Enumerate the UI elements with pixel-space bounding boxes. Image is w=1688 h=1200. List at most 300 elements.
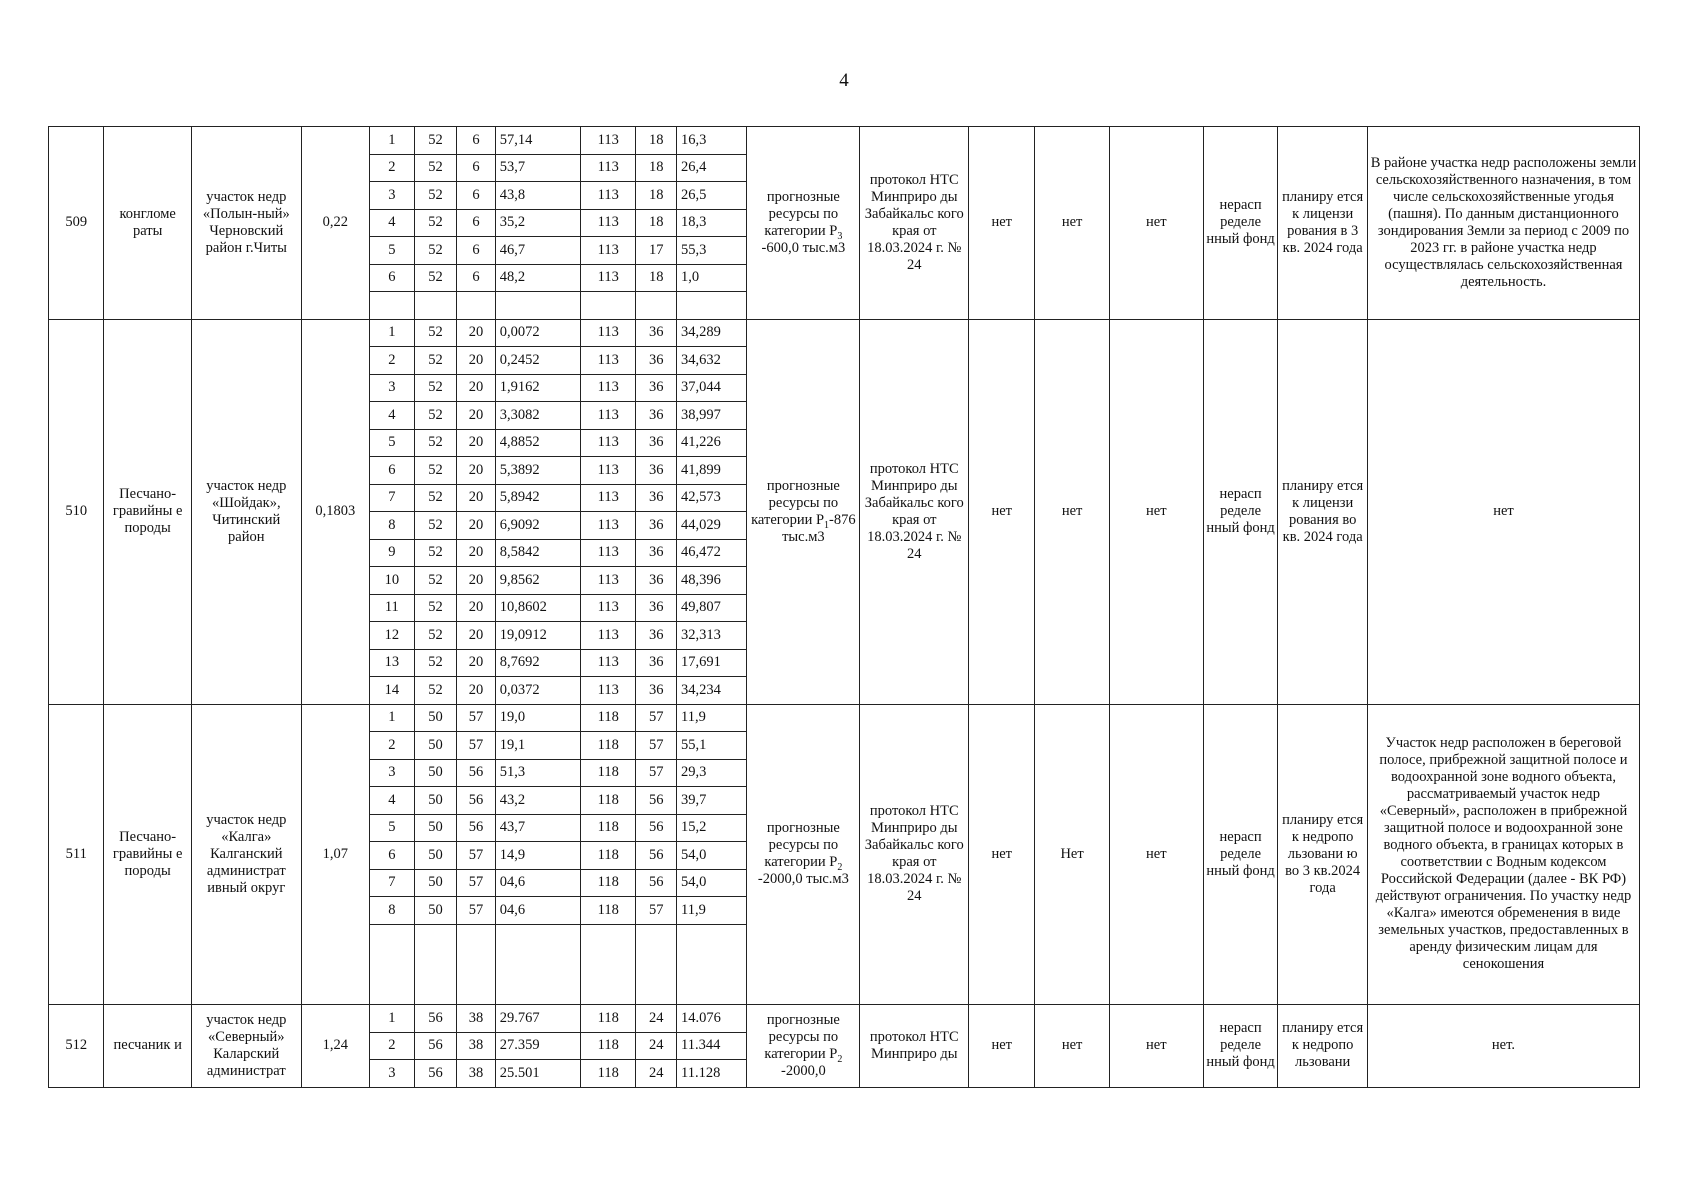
coord-n: 14	[369, 677, 414, 705]
coord-empty	[414, 951, 457, 978]
coord-lon-d: 113	[581, 374, 636, 402]
coord-n: 3	[369, 759, 414, 787]
coord-lon-s: 34,289	[676, 319, 746, 347]
coord-lon-m: 24	[636, 1005, 677, 1033]
coord-lat-d: 52	[414, 594, 457, 622]
coord-lat-m: 20	[457, 457, 495, 485]
coord-lat-d: 52	[414, 429, 457, 457]
notes: нет.	[1367, 1005, 1639, 1088]
coord-lat-s: 4,8852	[495, 429, 580, 457]
coord-n: 5	[369, 814, 414, 842]
restriction-3: нет	[1109, 1005, 1203, 1088]
coord-n: 2	[369, 732, 414, 760]
coord-empty	[581, 978, 636, 1005]
coord-lon-s: 48,396	[676, 567, 746, 595]
coord-lat-d: 50	[414, 897, 457, 925]
record-number: 511	[49, 704, 104, 1005]
coord-lon-s: 17,691	[676, 649, 746, 677]
coord-lon-d: 118	[581, 759, 636, 787]
coord-lat-s: 8,5842	[495, 539, 580, 567]
coord-lat-d: 52	[414, 127, 457, 155]
notes: нет	[1367, 319, 1639, 704]
coord-lon-s: 11,9	[676, 897, 746, 925]
coord-lon-d: 118	[581, 814, 636, 842]
site-area: 1,24	[301, 1005, 369, 1088]
site-name: участок недр «Шойдак», Читинский район	[191, 319, 301, 704]
coord-lon-m: 56	[636, 814, 677, 842]
resources-category-sub: 3	[837, 230, 843, 242]
coord-lat-d: 50	[414, 787, 457, 815]
resources-text: прогнозные ресурсы по категории P	[751, 477, 840, 528]
coord-n: 7	[369, 869, 414, 897]
coord-n: 1	[369, 127, 414, 155]
coord-lon-d: 113	[581, 567, 636, 595]
coord-lon-d: 118	[581, 869, 636, 897]
coord-empty	[636, 978, 677, 1005]
coord-empty	[369, 978, 414, 1005]
resources-text: прогнозные ресурсы по категории P	[764, 820, 840, 871]
coord-lon-d: 113	[581, 319, 636, 347]
coord-n: 4	[369, 209, 414, 237]
record-number: 510	[49, 319, 104, 704]
resources-amount: -876 тыс.м3	[782, 511, 856, 545]
coord-n: 4	[369, 787, 414, 815]
coord-lon-s: 46,472	[676, 539, 746, 567]
coord-lon-m: 36	[636, 677, 677, 705]
coord-lat-s: 19,0	[495, 704, 580, 732]
coord-empty	[495, 292, 580, 320]
coord-lat-s: 14,9	[495, 842, 580, 870]
coord-lat-m: 20	[457, 594, 495, 622]
coord-lon-d: 113	[581, 182, 636, 210]
coord-lon-m: 36	[636, 429, 677, 457]
coord-n: 13	[369, 649, 414, 677]
resources-forecast	[747, 1005, 860, 1088]
coord-lat-s: 43,8	[495, 182, 580, 210]
coord-empty	[581, 292, 636, 320]
coord-lon-s: 54,0	[676, 869, 746, 897]
coord-lat-s: 04,6	[495, 869, 580, 897]
coord-lon-m: 36	[636, 457, 677, 485]
coord-lat-d: 50	[414, 759, 457, 787]
table-row	[49, 704, 1640, 732]
coord-lat-s: 0,2452	[495, 347, 580, 375]
coord-n: 5	[369, 237, 414, 265]
coord-lon-m: 36	[636, 622, 677, 650]
coord-lat-s: 04,6	[495, 897, 580, 925]
coord-lon-d: 118	[581, 704, 636, 732]
licensing-plan: планиру ется к недропо льзовани	[1278, 1005, 1368, 1088]
coord-lat-s: 3,3082	[495, 402, 580, 430]
mineral-type: конгломе раты	[104, 127, 191, 320]
coord-n: 2	[369, 1032, 414, 1060]
restriction-2: Нет	[1035, 704, 1110, 1005]
site-name: участок недр «Северный» Каларский администрат	[191, 1005, 301, 1088]
coord-lon-m: 24	[636, 1032, 677, 1060]
coord-n: 11	[369, 594, 414, 622]
coord-lat-d: 52	[414, 402, 457, 430]
table-row	[49, 1005, 1640, 1033]
coord-empty	[414, 924, 457, 951]
coord-lat-m: 20	[457, 649, 495, 677]
fund-status: нерасп ределе нный фонд	[1203, 1005, 1278, 1088]
coord-lon-s: 11.128	[676, 1060, 746, 1088]
coord-lat-s: 43,2	[495, 787, 580, 815]
site-name: участок недр «Калга» Калганский администрат ивный округ	[191, 704, 301, 1005]
coord-lon-s: 11.344	[676, 1032, 746, 1060]
coord-lon-s: 15,2	[676, 814, 746, 842]
coord-lon-m: 57	[636, 897, 677, 925]
coord-lat-m: 57	[457, 842, 495, 870]
coord-lon-m: 57	[636, 732, 677, 760]
coord-lon-m: 56	[636, 869, 677, 897]
resources-text: прогнозные ресурсы по категории P	[764, 1011, 840, 1062]
coord-lat-d: 52	[414, 567, 457, 595]
coord-lon-s: 1,0	[676, 264, 746, 292]
coord-n: 3	[369, 1060, 414, 1088]
mineral-type: Песчано-гравийны е породы	[104, 704, 191, 1005]
coord-lat-d: 52	[414, 347, 457, 375]
coord-lon-s: 11,9	[676, 704, 746, 732]
resources-forecast	[747, 704, 860, 1005]
resources-category-sub: 2	[837, 862, 843, 874]
site-area: 0,22	[301, 127, 369, 320]
licensing-plan: планиру ется к лицензи рования во кв. 2024 года	[1278, 319, 1368, 704]
coord-empty	[676, 292, 746, 320]
licensing-plan: планиру ется к недропо льзовани ю во 3 кв.2024 года	[1278, 704, 1368, 1005]
coord-lat-d: 52	[414, 649, 457, 677]
resources-category-sub: 1	[824, 519, 830, 531]
coord-lon-d: 113	[581, 484, 636, 512]
coord-lon-s: 42,573	[676, 484, 746, 512]
coord-lon-d: 118	[581, 732, 636, 760]
coord-lat-s: 48,2	[495, 264, 580, 292]
coord-lat-s: 51,3	[495, 759, 580, 787]
coord-lat-s: 53,7	[495, 154, 580, 182]
coord-lon-d: 118	[581, 787, 636, 815]
restriction-2: нет	[1035, 319, 1110, 704]
restriction-1: нет	[969, 704, 1035, 1005]
coord-lon-m: 36	[636, 484, 677, 512]
coord-n: 6	[369, 842, 414, 870]
coord-lon-d: 113	[581, 264, 636, 292]
coord-lat-s: 10,8602	[495, 594, 580, 622]
coord-n: 6	[369, 457, 414, 485]
coord-lat-m: 56	[457, 814, 495, 842]
coord-lat-m: 20	[457, 374, 495, 402]
coord-lon-s: 38,997	[676, 402, 746, 430]
coord-lat-d: 52	[414, 374, 457, 402]
coord-lon-m: 17	[636, 237, 677, 265]
coord-empty	[414, 292, 457, 320]
table-row	[49, 319, 1640, 347]
coord-lat-s: 1,9162	[495, 374, 580, 402]
resources-text: прогнозные ресурсы по категории P	[764, 188, 840, 239]
site-name: участок недр «Полын-ный» Черновский район г.Читы	[191, 127, 301, 320]
table-row	[49, 127, 1640, 155]
coord-lon-d: 118	[581, 1005, 636, 1033]
coord-lat-m: 56	[457, 759, 495, 787]
fund-status: нерасп ределе нный фонд	[1203, 127, 1278, 320]
restriction-3: нет	[1109, 127, 1203, 320]
restriction-2: нет	[1035, 1005, 1110, 1088]
coord-lon-d: 113	[581, 347, 636, 375]
coord-empty	[636, 924, 677, 951]
coord-lat-s: 19,0912	[495, 622, 580, 650]
coord-lon-m: 57	[636, 704, 677, 732]
coord-n: 2	[369, 154, 414, 182]
coord-lon-m: 36	[636, 319, 677, 347]
coord-lat-m: 20	[457, 319, 495, 347]
coord-lon-m: 36	[636, 402, 677, 430]
coord-lon-m: 36	[636, 567, 677, 595]
coord-lat-m: 6	[457, 182, 495, 210]
coord-lon-d: 113	[581, 622, 636, 650]
coord-lon-s: 32,313	[676, 622, 746, 650]
coord-lat-m: 20	[457, 512, 495, 540]
coord-lat-d: 52	[414, 319, 457, 347]
coord-lon-d: 113	[581, 237, 636, 265]
coord-n: 2	[369, 347, 414, 375]
coord-lat-m: 20	[457, 429, 495, 457]
resources-category-sub: 2	[837, 1053, 843, 1065]
restriction-1: нет	[969, 1005, 1035, 1088]
subsoil-register-table	[48, 126, 1640, 1088]
coord-empty	[457, 951, 495, 978]
restriction-3: нет	[1109, 319, 1203, 704]
coord-lon-d: 113	[581, 209, 636, 237]
coord-empty	[414, 978, 457, 1005]
coord-lon-m: 56	[636, 787, 677, 815]
coord-lon-d: 113	[581, 539, 636, 567]
coord-lon-d: 113	[581, 677, 636, 705]
coord-empty	[636, 292, 677, 320]
coord-empty	[495, 978, 580, 1005]
coord-lat-d: 52	[414, 539, 457, 567]
fund-status: нерасп ределе нный фонд	[1203, 704, 1278, 1005]
coord-lat-m: 38	[457, 1005, 495, 1033]
coord-lat-d: 52	[414, 457, 457, 485]
coord-empty	[581, 924, 636, 951]
coord-n: 7	[369, 484, 414, 512]
restriction-1: нет	[969, 127, 1035, 320]
coord-n: 8	[369, 512, 414, 540]
coord-lat-d: 56	[414, 1032, 457, 1060]
coord-n: 10	[369, 567, 414, 595]
coord-lat-d: 56	[414, 1060, 457, 1088]
coord-empty	[495, 951, 580, 978]
coord-lat-s: 19,1	[495, 732, 580, 760]
coord-empty	[369, 292, 414, 320]
coord-n: 1	[369, 1005, 414, 1033]
page-number: 4	[839, 70, 849, 91]
protocol-reference: протокол НТС Минприро ды Забайкальс кого края от 18.03.2024 г. № 24	[860, 127, 969, 320]
coord-lat-s: 46,7	[495, 237, 580, 265]
coord-empty	[676, 978, 746, 1005]
coord-lon-d: 113	[581, 457, 636, 485]
coord-lon-d: 113	[581, 429, 636, 457]
coord-lat-s: 35,2	[495, 209, 580, 237]
coord-lon-d: 113	[581, 154, 636, 182]
coord-lat-m: 6	[457, 154, 495, 182]
site-area: 1,07	[301, 704, 369, 1005]
coord-lat-m: 57	[457, 869, 495, 897]
site-area: 0,1803	[301, 319, 369, 704]
coord-lon-s: 41,226	[676, 429, 746, 457]
coord-lat-d: 50	[414, 732, 457, 760]
coord-n: 3	[369, 374, 414, 402]
coord-lon-s: 37,044	[676, 374, 746, 402]
coord-lat-m: 57	[457, 732, 495, 760]
coord-lat-d: 52	[414, 154, 457, 182]
coord-lat-d: 52	[414, 622, 457, 650]
coord-lon-s: 54,0	[676, 842, 746, 870]
restriction-1: нет	[969, 319, 1035, 704]
coord-lon-d: 113	[581, 402, 636, 430]
coord-lon-d: 118	[581, 1032, 636, 1060]
licensing-plan: планиру ется к лицензи рования в 3 кв. 2024 года	[1278, 127, 1368, 320]
coord-lon-d: 113	[581, 127, 636, 155]
coord-n: 8	[369, 897, 414, 925]
coord-lon-s: 26,4	[676, 154, 746, 182]
coord-lon-s: 18,3	[676, 209, 746, 237]
coord-lat-s: 6,9092	[495, 512, 580, 540]
coord-lon-s: 14.076	[676, 1005, 746, 1033]
coord-lon-m: 18	[636, 154, 677, 182]
coord-lon-m: 57	[636, 759, 677, 787]
coord-lat-m: 38	[457, 1060, 495, 1088]
coord-lon-s: 26,5	[676, 182, 746, 210]
mineral-type: песчаник и	[104, 1005, 191, 1088]
coord-lon-m: 36	[636, 347, 677, 375]
coord-n: 1	[369, 319, 414, 347]
coord-lon-d: 113	[581, 649, 636, 677]
coord-lon-m: 36	[636, 539, 677, 567]
coord-lon-s: 39,7	[676, 787, 746, 815]
coord-lon-s: 29,3	[676, 759, 746, 787]
coord-lon-s: 34,234	[676, 677, 746, 705]
resources-amount: -2000,0 тыс.м3	[757, 871, 849, 888]
coord-n: 9	[369, 539, 414, 567]
coord-lat-d: 50	[414, 842, 457, 870]
coord-lon-m: 36	[636, 594, 677, 622]
coord-lat-m: 20	[457, 539, 495, 567]
coord-lat-s: 43,7	[495, 814, 580, 842]
coord-lat-d: 52	[414, 264, 457, 292]
coord-n: 4	[369, 402, 414, 430]
coord-empty	[457, 978, 495, 1005]
coord-lat-d: 50	[414, 869, 457, 897]
coord-lat-d: 50	[414, 814, 457, 842]
coord-lon-d: 113	[581, 594, 636, 622]
coord-empty	[495, 924, 580, 951]
coord-lat-m: 6	[457, 209, 495, 237]
notes: Участок недр расположен в береговой полосе, прибрежной защитной полосе и водоохранной зоне водного объекта, рассматриваемый участок недр «Северный», расположен в прибрежной защитной полосе и водоохранной зоне водного объекта, в границах которых в соответствии с Водным кодексом Российской Федерации (далее - ВК РФ) действуют ограничения. По участку недр «Калга» имеются обременения в виде земельных участков, предоставленных в аренду физическим лицам для сенокошения	[1367, 704, 1639, 1005]
resources-forecast	[747, 127, 860, 320]
mineral-type: Песчано-гравийны е породы	[104, 319, 191, 704]
coord-empty	[369, 951, 414, 978]
coord-lat-d: 56	[414, 1005, 457, 1033]
notes: В районе участка недр расположены земли сельскохозяйственного назначения, в том числе сельскохозяйственные угодья (пашня). По данным дистанционного зондирования Земли за период с 2009 по 2023 гг. в районе участка недр осуществлялась сельскохозяйственная деятельность.	[1367, 127, 1639, 320]
coord-lon-m: 18	[636, 127, 677, 155]
coord-lat-m: 57	[457, 704, 495, 732]
coord-lat-d: 52	[414, 209, 457, 237]
coord-lat-m: 20	[457, 567, 495, 595]
coord-lat-m: 56	[457, 787, 495, 815]
coord-lat-m: 6	[457, 127, 495, 155]
coord-lat-m: 6	[457, 237, 495, 265]
coord-empty	[457, 924, 495, 951]
coord-lon-m: 18	[636, 209, 677, 237]
coord-empty	[369, 924, 414, 951]
coord-lon-s: 55,1	[676, 732, 746, 760]
coord-lon-d: 118	[581, 897, 636, 925]
coord-lon-d: 118	[581, 1060, 636, 1088]
coord-lat-d: 52	[414, 484, 457, 512]
coord-lat-d: 52	[414, 512, 457, 540]
coord-lat-d: 52	[414, 237, 457, 265]
coord-lon-m: 18	[636, 264, 677, 292]
coord-lon-s: 34,632	[676, 347, 746, 375]
coord-lat-s: 57,14	[495, 127, 580, 155]
coord-lat-d: 52	[414, 677, 457, 705]
coord-lat-m: 20	[457, 622, 495, 650]
coord-lon-m: 18	[636, 182, 677, 210]
restriction-3: нет	[1109, 704, 1203, 1005]
coord-lat-m: 6	[457, 264, 495, 292]
coord-lat-m: 20	[457, 402, 495, 430]
resources-amount: -2000,0	[781, 1062, 826, 1079]
coord-lat-s: 0,0372	[495, 677, 580, 705]
coord-lat-s: 29.767	[495, 1005, 580, 1033]
resources-amount: -600,0 тыс.м3	[761, 239, 846, 256]
coord-lon-m: 36	[636, 649, 677, 677]
restriction-2: нет	[1035, 127, 1110, 320]
coord-lat-m: 38	[457, 1032, 495, 1060]
coord-lon-d: 113	[581, 512, 636, 540]
protocol-reference: протокол НТС Минприро ды Забайкальс кого края от 18.03.2024 г. № 24	[860, 704, 969, 1005]
coord-lon-s: 55,3	[676, 237, 746, 265]
coord-lon-m: 56	[636, 842, 677, 870]
coord-lat-d: 52	[414, 182, 457, 210]
resources-forecast	[747, 319, 860, 704]
coord-lat-m: 20	[457, 347, 495, 375]
coord-empty	[636, 951, 677, 978]
protocol-reference: протокол НТС Минприро ды Забайкальс кого края от 18.03.2024 г. № 24	[860, 319, 969, 704]
coord-lat-s: 5,3892	[495, 457, 580, 485]
coord-n: 12	[369, 622, 414, 650]
coord-lat-s: 5,8942	[495, 484, 580, 512]
coord-lat-s: 8,7692	[495, 649, 580, 677]
coord-lon-m: 36	[636, 374, 677, 402]
coord-lon-s: 41,899	[676, 457, 746, 485]
coord-n: 3	[369, 182, 414, 210]
coord-lat-d: 50	[414, 704, 457, 732]
coord-empty	[676, 951, 746, 978]
coord-lon-d: 118	[581, 842, 636, 870]
protocol-reference: протокол НТС Минприро ды	[860, 1005, 969, 1088]
coord-empty	[581, 951, 636, 978]
coord-lat-s: 9,8562	[495, 567, 580, 595]
record-number: 509	[49, 127, 104, 320]
coord-n: 1	[369, 704, 414, 732]
fund-status: нерасп ределе нный фонд	[1203, 319, 1278, 704]
coord-n: 5	[369, 429, 414, 457]
coord-lon-m: 24	[636, 1060, 677, 1088]
coord-lat-m: 57	[457, 897, 495, 925]
coord-empty	[676, 924, 746, 951]
record-number: 512	[49, 1005, 104, 1088]
